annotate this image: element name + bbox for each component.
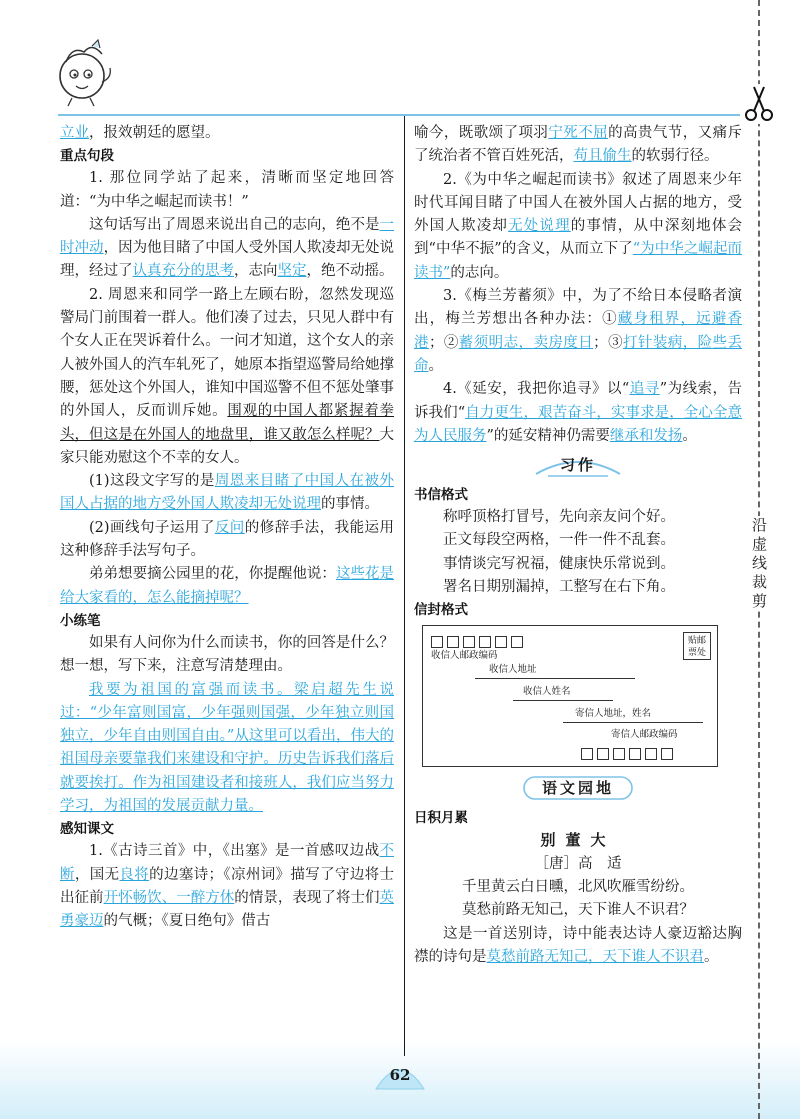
- texts-item-3: 3.《梅兰芳蓄须》中，为了不给日本侵略者演出，梅兰芳想出各种办法：①藏身租界，远避香港；②蓄须明志，卖房度日；③打针装病，险些丢命。: [414, 288, 743, 374]
- passage-2: 2. 周恩来和同学一路上左顾右盼，忽然发现巡警局门前围着一群人。他们凑了过去，只见人群中有个女人正在哭诉着什么。一问才知道，这个女人的亲人被外国人的汽车轧死了，她原本指望巡警局给她撑腰，惩处这个外国人，谁知中国巡警不但不惩处肇事的外国人，反而训斥她。围观的中国人都紧握着拳头，但这是在外国人的地盘里，谁又敢怎么样呢？大家只能劝慰这个不幸的女人。: [60, 286, 395, 466]
- badge-writing: 习作: [528, 452, 628, 478]
- practice-prompt: 如果有人问你为什么而读书，你的回答是什么？想一想，写下来，注意写清楚理由。: [60, 634, 394, 675]
- right-column: [414, 122, 742, 969]
- left-column: [60, 122, 394, 934]
- poem-line-1: 千里黄云白日曛，北风吹雁雪纷纷。: [462, 878, 694, 895]
- letter-line-1: 称呼顶格打冒号，先向亲友问个好。: [443, 509, 675, 526]
- badge-chinese-garden: 语文园地: [518, 775, 638, 801]
- poem-line-2: 莫愁前路无知己，天下谁人不识君？: [462, 902, 694, 919]
- scissors-icon: [742, 84, 776, 124]
- recipient-name-line: [513, 700, 613, 701]
- letter-line-4: 署名日期别漏掉，工整写在右下角。: [443, 579, 675, 596]
- column-divider: [404, 116, 405, 1056]
- page-number: 62: [372, 1055, 428, 1091]
- letter-line-2: 正文每段空两格，一件一件不乱套。: [443, 532, 675, 549]
- texts-item-1-cont: 喻今，既歌颂了项羽宁死不屈的高贵气节，又痛斥了统治者不管百姓死活，苟且偷生的软弱行径。: [414, 125, 743, 165]
- passage-1-quote: 1. 那位同学站了起来，清晰而坚定地回答道：“为中华之崛起而读书！”: [60, 170, 394, 210]
- sender-address-label: 寄信人地址，姓名: [575, 708, 652, 720]
- practice-answer: 我要为祖国的富强而读书。梁启超先生说过：“少年富则国富，少年强则国强，少年独立则国独立，少年自由则国自由。”从这里可以看出，伟大的祖国母亲要靠我们来建设和守护。历史告诉我们落后就要挨打。作为祖国建设者和接班人，我们应当努力学习，为祖国的发展贡献力量。: [60, 681, 394, 815]
- sender-postcode-label: 寄信人邮政编码: [611, 729, 678, 741]
- envelope-diagram: [422, 625, 718, 767]
- question-1: (1)这段文字写的是周恩来目睹了中国人在被外国人占据的地方受外国人欺凌却无处说理的事情。: [60, 473, 394, 513]
- sender-postcode-boxes: [581, 745, 677, 768]
- poem-question: 这是一首送别诗，诗中能表达诗人豪迈豁达胸襟的诗句是莫愁前路无知己，天下谁人不识君。: [414, 925, 742, 965]
- question-2: (2)画线句子运用了反问的修辞手法，我能运用这种修辞手法写句子。: [60, 519, 395, 560]
- intro-line: 立业，报效朝廷的愿望。: [60, 125, 220, 141]
- accumulate-title: 日积月累: [414, 810, 468, 827]
- poem-title: 别董大: [540, 831, 616, 850]
- recipient-postcode-label: 收信人邮政编码: [431, 650, 498, 662]
- stamp-area: 贴邮 票处: [683, 632, 711, 660]
- letter-line-3: 事情谈完写祝福，健康快乐常说到。: [443, 555, 675, 572]
- envelope-format-title: 信封格式: [414, 602, 468, 619]
- recipient-address-line: [475, 678, 635, 679]
- cut-label: 沿虚线裁剪: [752, 516, 768, 610]
- recipient-address-label: 收信人地址: [489, 664, 537, 676]
- section-key-passages: 重点句段: [60, 148, 114, 165]
- sender-address-line: [563, 722, 703, 723]
- section-practice: 小练笔: [60, 612, 101, 629]
- top-rule: [58, 114, 740, 116]
- mascot-icon: [52, 38, 118, 108]
- passage-1-analysis: 这句话写出了周恩来说出自己的志向，绝不是一时冲动，因为他目睹了中国人受外国人欺凌却无处说理，经过了认真充分的思考，志向坚定，绝不动摇。: [60, 216, 395, 280]
- recipient-name-label: 收信人姓名: [523, 686, 571, 698]
- letter-format-title: 书信格式: [414, 487, 468, 504]
- texts-item-4: 4.《延安，我把你追寻》以“追寻”为线索，告诉我们“自力更生，艰苦奋斗，实事求是，全心全意为人民服务”的延安精神仍需要继承和发扬。: [414, 381, 743, 444]
- texts-item-1: 1.《古诗三首》中，《出塞》是一首感叹边战不断，国无良将的边塞诗；《凉州词》描写了守边将士出征前开怀畅饮、一醉方休的情景，表现了将士们英勇豪迈的气概；《夏日绝句》借古: [60, 843, 395, 930]
- texts-item-2: 2.《为中华之崛起而读书》叙述了周恩来少年时代耳闻目睹了中国人在被外国人占据的地方，受外国人欺凌却无处说理的事情，从中深刻地体会到“中华不振”的含义，从而立下了“为中华之崛起而读书”的志向。: [414, 171, 743, 281]
- section-texts: 感知课文: [60, 821, 114, 838]
- poem-author: ［唐］高 适: [534, 855, 622, 872]
- question-3: 弟弟想要摘公园里的花，你提醒他说：这些花是给大家看的，怎么能摘掉呢？: [60, 566, 395, 606]
